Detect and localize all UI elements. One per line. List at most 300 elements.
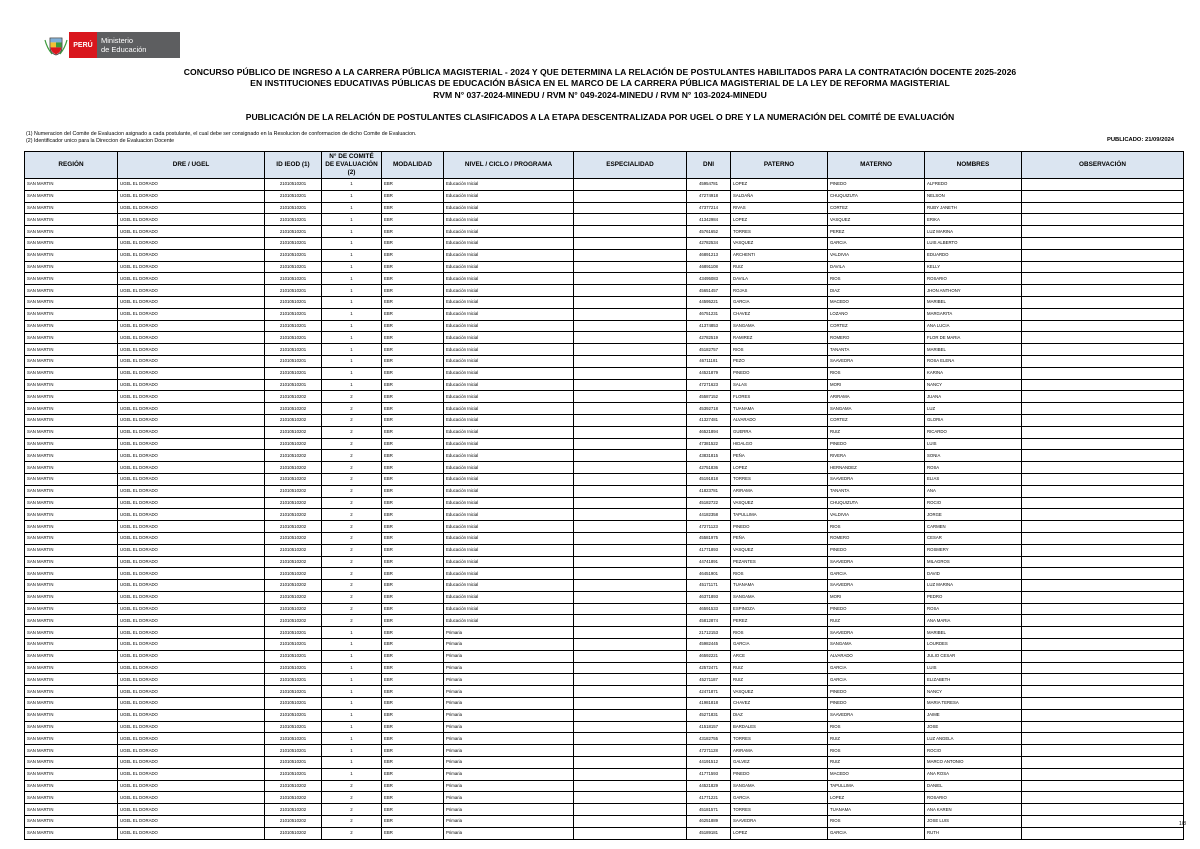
cell-observacion [1022, 827, 1184, 839]
table-row [25, 686, 1184, 698]
cell-observacion [1022, 686, 1184, 698]
cell-dre-ugel: UGEL EL DORADO [118, 273, 265, 285]
header-region: REGIÓN [25, 152, 118, 179]
cell-id-ieod: 21010510202 [265, 497, 322, 509]
cell-region: SAN MARTIN [25, 816, 118, 828]
cell-nivel: Educación Inicial [444, 544, 574, 556]
cell-dre-ugel: UGEL EL DORADO [118, 226, 265, 238]
cell-materno: RUIZ [828, 615, 925, 627]
cell-id-ieod: 21010510202 [265, 509, 322, 521]
cell-observacion [1022, 721, 1184, 733]
cell-nombres: MARIBEL [925, 296, 1022, 308]
published-date: PUBLICADO: 21/09/2024 [1106, 137, 1174, 143]
cell-dni: 46711181 [687, 355, 731, 367]
header-nivel: NIVEL / CICLO / PROGRAMA [444, 152, 574, 179]
cell-id-ieod: 21010510201 [265, 379, 322, 391]
cell-materno: SAAVEDRA [828, 556, 925, 568]
cell-materno: SAAVEDRA [828, 627, 925, 639]
cell-nombres: ROSMERY [925, 544, 1022, 556]
header-id-ieod: ID IEOD (1) [265, 152, 322, 179]
cell-dni: 45812874 [687, 615, 731, 627]
cell-materno: PINEDO [828, 686, 925, 698]
cell-comite: 1 [322, 261, 382, 273]
cell-dni: 41327481 [687, 414, 731, 426]
cell-dre-ugel: UGEL EL DORADO [118, 816, 265, 828]
cell-observacion [1022, 273, 1184, 285]
cell-observacion [1022, 391, 1184, 403]
cell-dre-ugel: UGEL EL DORADO [118, 591, 265, 603]
cell-modalidad: EBR [382, 379, 444, 391]
cell-paterno: GALVEZ [731, 757, 828, 769]
table-row [25, 698, 1184, 710]
cell-dre-ugel: UGEL EL DORADO [118, 532, 265, 544]
cell-especialidad [574, 414, 687, 426]
cell-paterno: SAAVEDRA [731, 816, 828, 828]
cell-nombres: JUANA [925, 391, 1022, 403]
cell-paterno: GARCIA [731, 296, 828, 308]
cell-region: SAN MARTIN [25, 473, 118, 485]
cell-id-ieod: 21010510201 [265, 733, 322, 745]
cell-dni: 45954781 [687, 179, 731, 191]
cell-dni: 47377214 [687, 202, 731, 214]
cell-materno: RIOS [828, 273, 925, 285]
cell-nivel: Educación Inicial [444, 485, 574, 497]
cell-nivel: Primaria [444, 733, 574, 745]
cell-nivel: Primaria [444, 780, 574, 792]
cell-region: SAN MARTIN [25, 249, 118, 261]
cell-nivel: Educación Inicial [444, 556, 574, 568]
cell-especialidad [574, 379, 687, 391]
cell-modalidad: EBR [382, 403, 444, 415]
cell-comite: 2 [322, 827, 382, 839]
cell-modalidad: EBR [382, 226, 444, 238]
cell-especialidad [574, 214, 687, 226]
cell-modalidad: EBR [382, 414, 444, 426]
cell-region: SAN MARTIN [25, 237, 118, 249]
header-modalidad: MODALIDAD [382, 152, 444, 179]
cell-nivel: Primaria [444, 816, 574, 828]
cell-nombres: ANA LUCIA [925, 320, 1022, 332]
cell-nombres: ROSARIO [925, 792, 1022, 804]
cell-nombres: DANIEL [925, 780, 1022, 792]
cell-nombres: LOURDES [925, 639, 1022, 651]
cell-comite: 1 [322, 650, 382, 662]
cell-modalidad: EBR [382, 320, 444, 332]
cell-dni: 45271187 [687, 674, 731, 686]
cell-modalidad: EBR [382, 344, 444, 356]
cell-especialidad [574, 426, 687, 438]
cell-nivel: Primaria [444, 709, 574, 721]
cell-materno: GARCIA [828, 568, 925, 580]
cell-materno: PINEDO [828, 179, 925, 191]
cell-nombres: NANCY [925, 686, 1022, 698]
cell-dre-ugel: UGEL EL DORADO [118, 615, 265, 627]
cell-materno: TAPULLIMA [828, 780, 925, 792]
cell-materno: TANANTA [828, 485, 925, 497]
footnote-1: (1) Numeracion del Comite de Evaluacion asignado a cada postulante, el cual debe ser consignado en la Resolucion de conformacion de dicho Comite de Evaluacion. [26, 131, 417, 137]
cell-region: SAN MARTIN [25, 367, 118, 379]
cell-region: SAN MARTIN [25, 792, 118, 804]
cell-dre-ugel: UGEL EL DORADO [118, 379, 265, 391]
cell-nivel: Educación Inicial [444, 568, 574, 580]
cell-id-ieod: 21010510201 [265, 308, 322, 320]
cell-dre-ugel: UGEL EL DORADO [118, 792, 265, 804]
cell-nombres: NANCY [925, 379, 1022, 391]
cell-observacion [1022, 556, 1184, 568]
cell-especialidad [574, 674, 687, 686]
cell-especialidad [574, 662, 687, 674]
cell-nivel: Primaria [444, 686, 574, 698]
cell-observacion [1022, 438, 1184, 450]
table-row [25, 816, 1184, 828]
cell-nombres: CESAR [925, 532, 1022, 544]
cell-nombres: ANA KAREN [925, 804, 1022, 816]
cell-comite: 1 [322, 332, 382, 344]
title-line-3: RVM N° 037-2024-MINEDU / RVM N° 049-2024-MINEDU / RVM N° 103-2024-MINEDU [433, 90, 767, 100]
cell-dni: 45191818 [687, 473, 731, 485]
cell-id-ieod: 21010510202 [265, 544, 322, 556]
cell-especialidad [574, 709, 687, 721]
cell-nombres: ROSA ELENA [925, 355, 1022, 367]
cell-materno: PEREZ [828, 226, 925, 238]
cell-nombres: JORGE [925, 509, 1022, 521]
cell-dre-ugel: UGEL EL DORADO [118, 709, 265, 721]
table-row [25, 379, 1184, 391]
table-header-row [25, 152, 1184, 179]
cell-nombres: JOSE LUIS [925, 816, 1022, 828]
cell-region: SAN MARTIN [25, 462, 118, 474]
cell-nombres: KARINA [925, 367, 1022, 379]
cell-especialidad [574, 202, 687, 214]
cell-id-ieod: 21010510202 [265, 473, 322, 485]
table-row [25, 214, 1184, 226]
cell-modalidad: EBR [382, 544, 444, 556]
cell-especialidad [574, 285, 687, 297]
cell-especialidad [574, 532, 687, 544]
cell-materno: CORTEZ [828, 414, 925, 426]
cell-comite: 2 [322, 568, 382, 580]
table-row [25, 190, 1184, 202]
cell-materno: SAAVEDRA [828, 355, 925, 367]
cell-dni: 45392718 [687, 403, 731, 415]
cell-observacion [1022, 320, 1184, 332]
cell-modalidad: EBR [382, 591, 444, 603]
cell-nivel: Educación Inicial [444, 261, 574, 273]
table-row [25, 296, 1184, 308]
cell-especialidad [574, 473, 687, 485]
cell-especialidad [574, 344, 687, 356]
cell-comite: 2 [322, 532, 382, 544]
cell-comite: 2 [322, 792, 382, 804]
cell-modalidad: EBR [382, 745, 444, 757]
postulantes-table [24, 151, 1184, 840]
cell-modalidad: EBR [382, 733, 444, 745]
cell-especialidad [574, 485, 687, 497]
cell-nivel: Educación Inicial [444, 497, 574, 509]
header-nombres: NOMBRES [925, 152, 1022, 179]
cell-paterno: VASQUEZ [731, 544, 828, 556]
cell-especialidad [574, 355, 687, 367]
cell-id-ieod: 21010510202 [265, 780, 322, 792]
cell-region: SAN MARTIN [25, 603, 118, 615]
cell-id-ieod: 21010510201 [265, 768, 322, 780]
cell-comite: 2 [322, 473, 382, 485]
cell-comite: 2 [322, 426, 382, 438]
cell-materno: ROMERO [828, 332, 925, 344]
cell-nombres: ANA MARIA [925, 615, 1022, 627]
cell-paterno: SANGAMA [731, 780, 828, 792]
cell-region: SAN MARTIN [25, 355, 118, 367]
cell-dre-ugel: UGEL EL DORADO [118, 190, 265, 202]
cell-paterno: SANGAMA [731, 591, 828, 603]
cell-materno: ALVARADO [828, 650, 925, 662]
cell-dni: 41374853 [687, 320, 731, 332]
cell-dre-ugel: UGEL EL DORADO [118, 261, 265, 273]
cell-materno: TUANAMA [828, 804, 925, 816]
cell-materno: VASQUEZ [828, 214, 925, 226]
cell-observacion [1022, 450, 1184, 462]
cell-comite: 1 [322, 639, 382, 651]
table-row [25, 332, 1184, 344]
cell-materno: CORTEZ [828, 320, 925, 332]
cell-dre-ugel: UGEL EL DORADO [118, 485, 265, 497]
cell-dni: 46751231 [687, 308, 731, 320]
cell-especialidad [574, 827, 687, 839]
cell-comite: 1 [322, 662, 382, 674]
cell-id-ieod: 21010510202 [265, 462, 322, 474]
cell-modalidad: EBR [382, 237, 444, 249]
cell-comite: 1 [322, 226, 382, 238]
cell-modalidad: EBR [382, 332, 444, 344]
cell-comite: 1 [322, 367, 382, 379]
cell-id-ieod: 21010510202 [265, 414, 322, 426]
cell-dre-ugel: UGEL EL DORADO [118, 426, 265, 438]
cell-modalidad: EBR [382, 627, 444, 639]
cell-nombres: KELLY [925, 261, 1022, 273]
cell-materno: MORI [828, 379, 925, 391]
cell-paterno: TORRES [731, 804, 828, 816]
cell-modalidad: EBR [382, 261, 444, 273]
cell-region: SAN MARTIN [25, 639, 118, 651]
cell-dni: 41771221 [687, 792, 731, 804]
cell-nombres: LUIS [925, 438, 1022, 450]
cell-nivel: Educación Inicial [444, 332, 574, 344]
cell-especialidad [574, 580, 687, 592]
cell-especialidad [574, 391, 687, 403]
cell-modalidad: EBR [382, 827, 444, 839]
table-row [25, 544, 1184, 556]
cell-comite: 1 [322, 190, 382, 202]
cell-materno: TANANTA [828, 344, 925, 356]
cell-id-ieod: 21010510201 [265, 237, 322, 249]
cell-dre-ugel: UGEL EL DORADO [118, 745, 265, 757]
cell-paterno: GARCIA [731, 639, 828, 651]
cell-id-ieod: 21010510202 [265, 521, 322, 533]
cell-especialidad [574, 816, 687, 828]
cell-id-ieod: 21010510201 [265, 202, 322, 214]
cell-paterno: VASQUEZ [731, 237, 828, 249]
cell-id-ieod: 21010510201 [265, 627, 322, 639]
cell-id-ieod: 21010510202 [265, 450, 322, 462]
cell-paterno: RAMIREZ [731, 332, 828, 344]
logo-ministry-line1: Ministerio [101, 36, 134, 45]
cell-nombres: MARIBEL [925, 344, 1022, 356]
table-row [25, 226, 1184, 238]
cell-region: SAN MARTIN [25, 521, 118, 533]
cell-modalidad: EBR [382, 273, 444, 285]
cell-observacion [1022, 344, 1184, 356]
cell-comite: 2 [322, 544, 382, 556]
cell-observacion [1022, 615, 1184, 627]
cell-observacion [1022, 698, 1184, 710]
cell-dni: 46251889 [687, 816, 731, 828]
cell-modalidad: EBR [382, 580, 444, 592]
cell-dni: 44521879 [687, 367, 731, 379]
cell-comite: 2 [322, 462, 382, 474]
cell-modalidad: EBR [382, 355, 444, 367]
cell-paterno: SALDAÑA [731, 190, 828, 202]
header-especialidad: ESPECIALIDAD [574, 152, 687, 179]
cell-especialidad [574, 497, 687, 509]
cell-nivel: Primaria [444, 827, 574, 839]
cell-paterno: CHAVEZ [731, 698, 828, 710]
cell-observacion [1022, 650, 1184, 662]
cell-dni: 47274918 [687, 190, 731, 202]
cell-id-ieod: 21010510201 [265, 190, 322, 202]
cell-observacion [1022, 674, 1184, 686]
cell-especialidad [574, 686, 687, 698]
table-row [25, 462, 1184, 474]
cell-materno: MACEDO [828, 768, 925, 780]
cell-region: SAN MARTIN [25, 591, 118, 603]
cell-nombres: CARMEN [925, 521, 1022, 533]
cell-observacion [1022, 237, 1184, 249]
table-row [25, 804, 1184, 816]
cell-region: SAN MARTIN [25, 674, 118, 686]
cell-modalidad: EBR [382, 532, 444, 544]
cell-region: SAN MARTIN [25, 226, 118, 238]
cell-paterno: PEZO [731, 355, 828, 367]
cell-especialidad [574, 320, 687, 332]
cell-nombres: SONIA [925, 450, 1022, 462]
cell-especialidad [574, 591, 687, 603]
header-paterno: PATERNO [731, 152, 828, 179]
cell-dni: 41771593 [687, 768, 731, 780]
cell-region: SAN MARTIN [25, 532, 118, 544]
cell-modalidad: EBR [382, 473, 444, 485]
table-row [25, 202, 1184, 214]
cell-nivel: Primaria [444, 804, 574, 816]
cell-paterno: ESPINOZA [731, 603, 828, 615]
cell-especialidad [574, 733, 687, 745]
cell-dni: 41981818 [687, 698, 731, 710]
cell-especialidad [574, 226, 687, 238]
cell-paterno: DAVILA [731, 273, 828, 285]
cell-paterno: BARDALES [731, 721, 828, 733]
cell-dre-ugel: UGEL EL DORADO [118, 214, 265, 226]
cell-nivel: Primaria [444, 721, 574, 733]
cell-dni: 45182722 [687, 497, 731, 509]
cell-observacion [1022, 308, 1184, 320]
cell-observacion [1022, 627, 1184, 639]
cell-dni: 45651457 [687, 285, 731, 297]
cell-comite: 1 [322, 745, 382, 757]
cell-comite: 2 [322, 580, 382, 592]
cell-region: SAN MARTIN [25, 686, 118, 698]
cell-region: SAN MARTIN [25, 804, 118, 816]
cell-nivel: Educación Inicial [444, 344, 574, 356]
cell-region: SAN MARTIN [25, 733, 118, 745]
cell-observacion [1022, 249, 1184, 261]
cell-dre-ugel: UGEL EL DORADO [118, 827, 265, 839]
cell-comite: 1 [322, 709, 382, 721]
cell-especialidad [574, 190, 687, 202]
cell-comite: 2 [322, 615, 382, 627]
cell-especialidad [574, 792, 687, 804]
cell-id-ieod: 21010510202 [265, 615, 322, 627]
cell-dni: 45982445 [687, 639, 731, 651]
cell-nivel: Educación Inicial [444, 237, 574, 249]
table-row [25, 615, 1184, 627]
table-row [25, 261, 1184, 273]
cell-modalidad: EBR [382, 615, 444, 627]
cell-dni: 43831815 [687, 450, 731, 462]
cell-comite: 1 [322, 273, 382, 285]
cell-region: SAN MARTIN [25, 214, 118, 226]
cell-id-ieod: 21010510202 [265, 792, 322, 804]
table-row [25, 627, 1184, 639]
table-row [25, 650, 1184, 662]
minedu-logo [43, 32, 180, 58]
cell-nombres: LUZ ANGELA [925, 733, 1022, 745]
cell-comite: 2 [322, 438, 382, 450]
table-row [25, 344, 1184, 356]
cell-id-ieod: 21010510202 [265, 403, 322, 415]
cell-dre-ugel: UGEL EL DORADO [118, 367, 265, 379]
cell-paterno: VASQUEZ [731, 686, 828, 698]
cell-nivel: Educación Inicial [444, 367, 574, 379]
cell-nivel: Primaria [444, 698, 574, 710]
table-row [25, 355, 1184, 367]
cell-especialidad [574, 367, 687, 379]
cell-nombres: JULIO CESAR [925, 650, 1022, 662]
cell-nivel: Primaria [444, 639, 574, 651]
cell-dni: 41342984 [687, 214, 731, 226]
cell-dni: 46451901 [687, 568, 731, 580]
cell-nombres: ROSARIO [925, 273, 1022, 285]
cell-modalidad: EBR [382, 367, 444, 379]
cell-materno: VALDIVIA [828, 249, 925, 261]
title-line-1: CONCURSO PÚBLICO DE INGRESO A LA CARRERA PÚBLICA MAGISTERIAL - 2024 Y QUE DETERMINA LA RELACIÓN DE POSTULANTES HABILITADOS PARA LA CONTRATACIÓN DOCENTE 2025-2026 [183, 67, 1017, 77]
cell-dre-ugel: UGEL EL DORADO [118, 580, 265, 592]
cell-materno: MORI [828, 591, 925, 603]
cell-paterno: RIOS [731, 344, 828, 356]
cell-paterno: RIOS [731, 627, 828, 639]
cell-dre-ugel: UGEL EL DORADO [118, 320, 265, 332]
cell-materno: GARCIA [828, 827, 925, 839]
cell-modalidad: EBR [382, 202, 444, 214]
cell-comite: 1 [322, 179, 382, 191]
cell-paterno: HIDALGO [731, 438, 828, 450]
cell-region: SAN MARTIN [25, 426, 118, 438]
cell-modalidad: EBR [382, 698, 444, 710]
cell-dre-ugel: UGEL EL DORADO [118, 403, 265, 415]
table-row [25, 426, 1184, 438]
cell-nivel: Educación Inicial [444, 308, 574, 320]
cell-nivel: Educación Inicial [444, 249, 574, 261]
cell-dre-ugel: UGEL EL DORADO [118, 296, 265, 308]
cell-modalidad: EBR [382, 485, 444, 497]
